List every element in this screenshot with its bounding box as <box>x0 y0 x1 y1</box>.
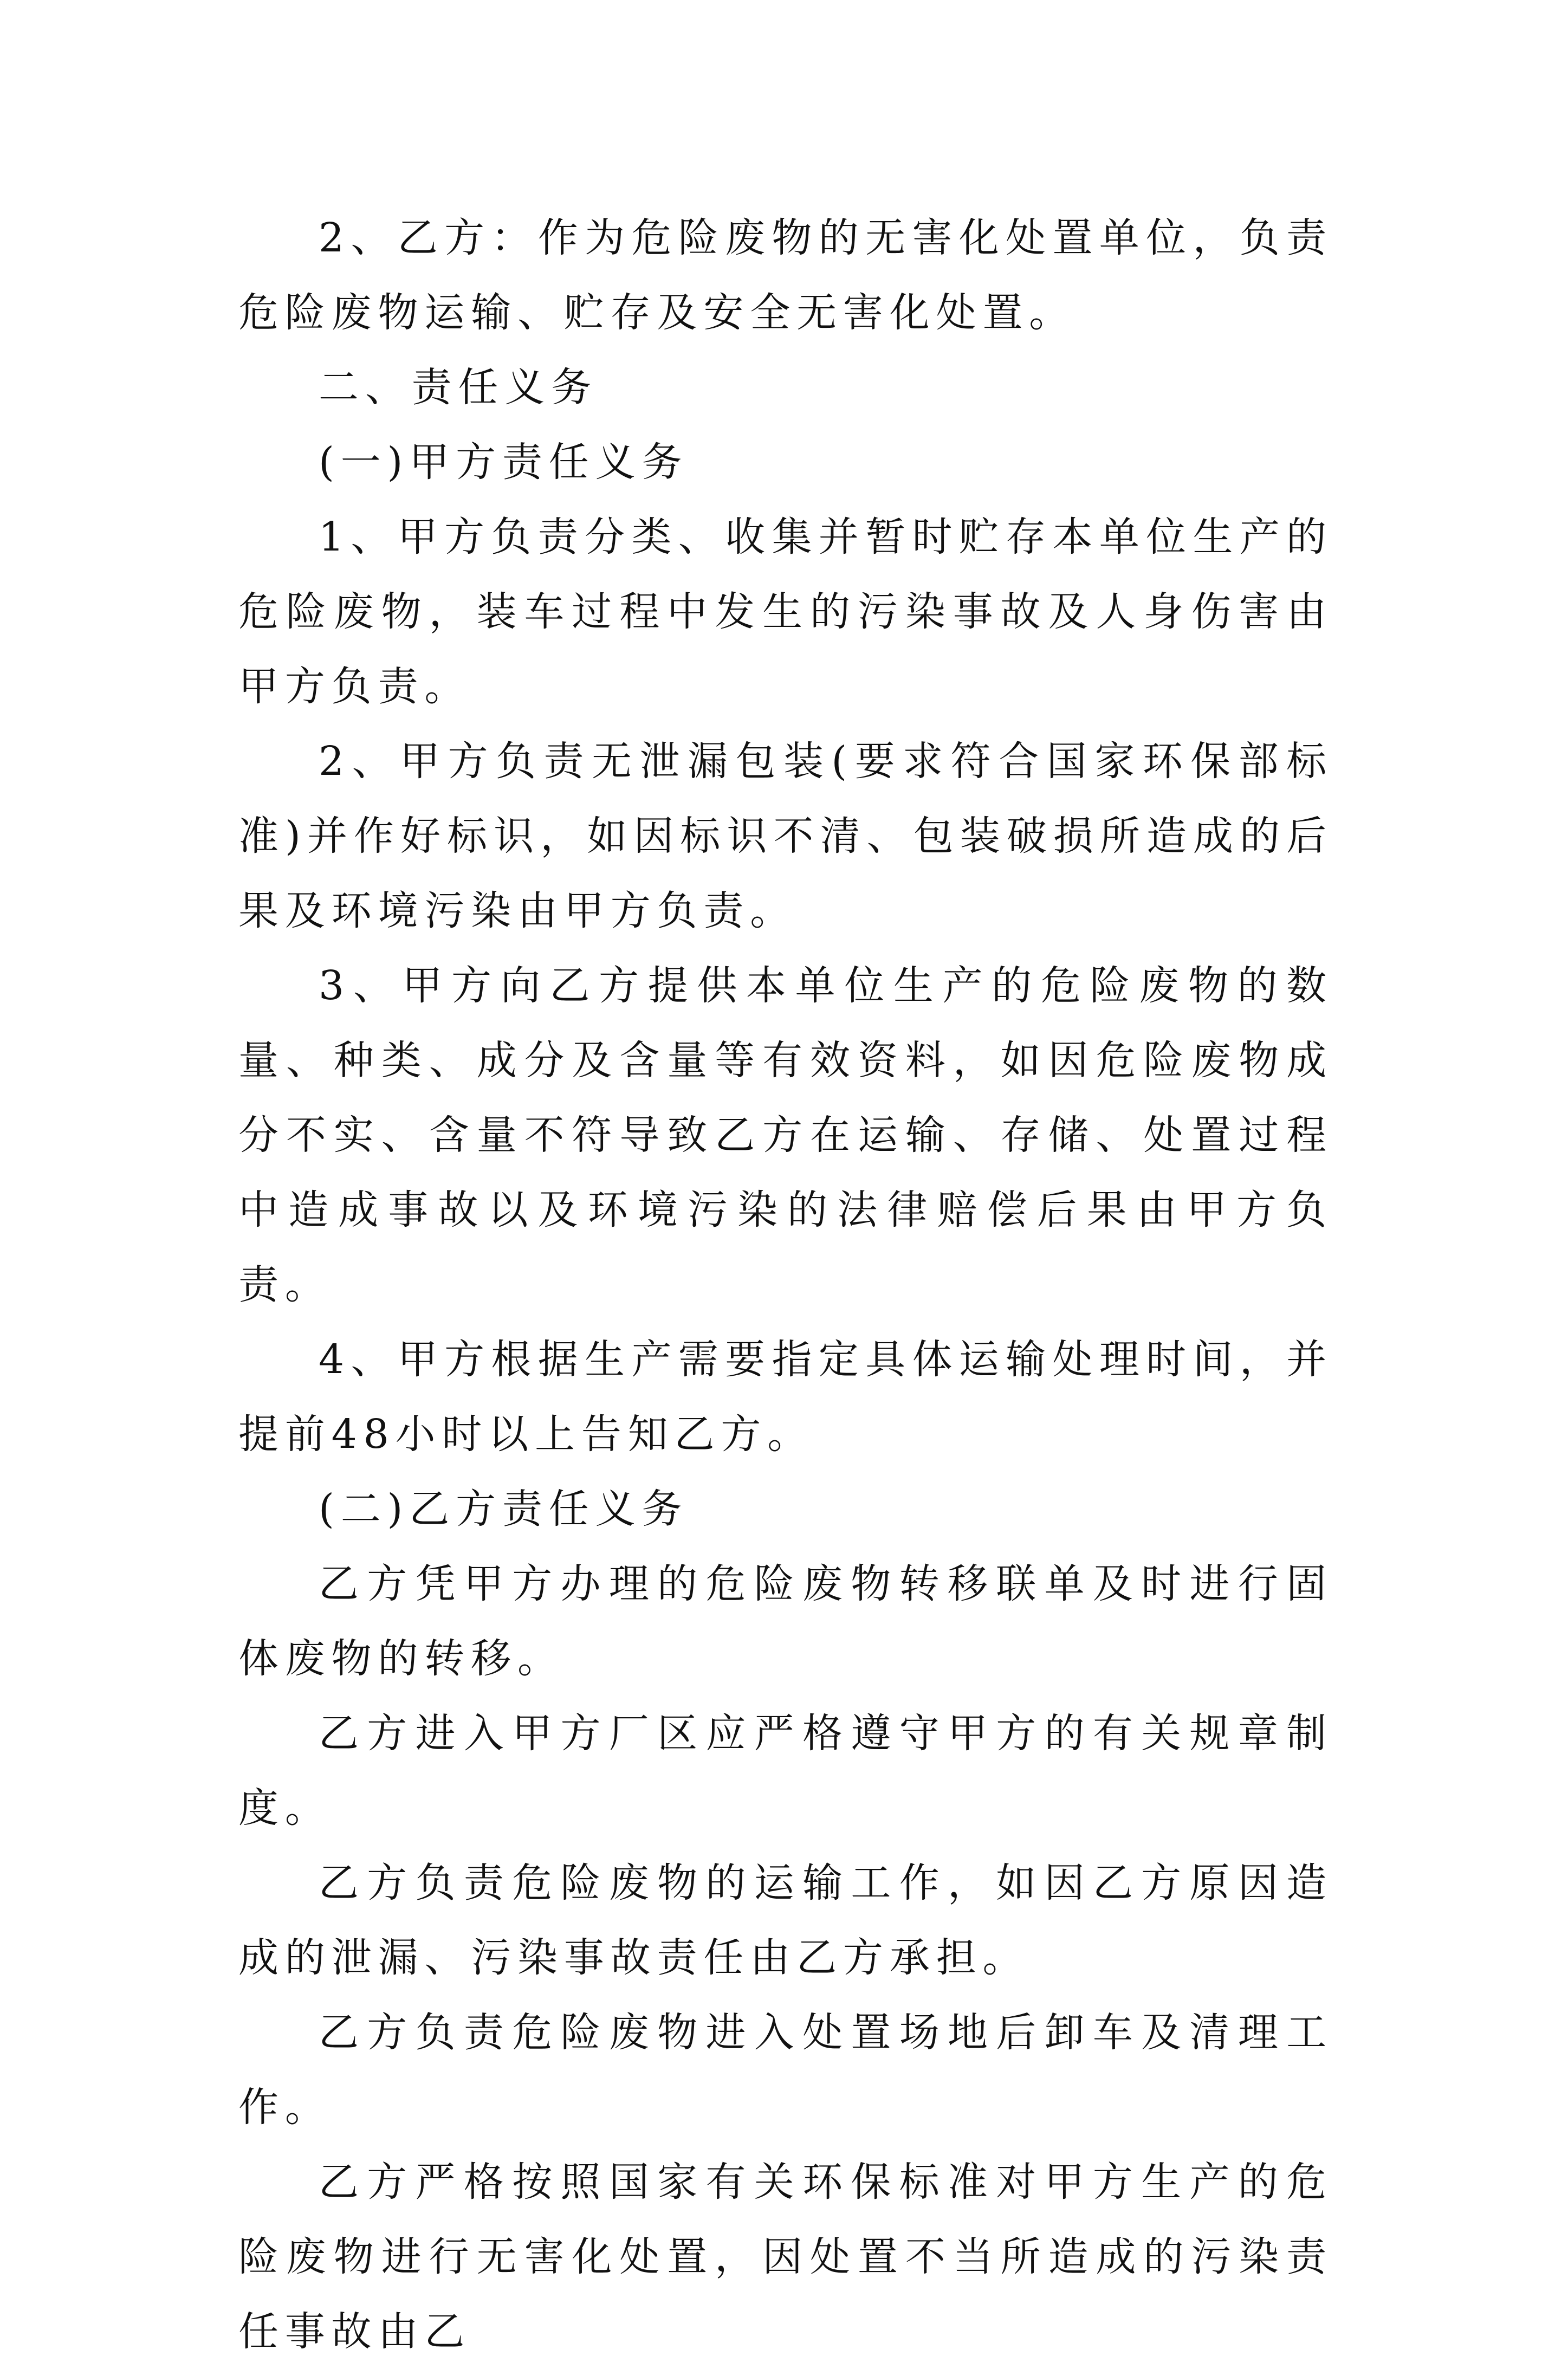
paragraph-party-b-duty-rules: 乙方进入甲方厂区应严格遵守甲方的有关规章制度。 <box>238 1710 1333 1831</box>
paragraph-party-b-duty-disposal: 乙方严格按照国家有关环保标准对甲方生产的危险废物进行无害化处置，因处置不当所造成的污染责任事故由乙 <box>238 2159 1333 2355</box>
section-heading-responsibilities: 二、责任义务 <box>319 364 598 411</box>
paragraph-party-b-duty-transport: 乙方负责危险废物的运输工作，如因乙方原因造成的泄漏、污染事故责任由乙方承担。 <box>238 1860 1333 1981</box>
document-body <box>238 200 1333 2369</box>
paragraph-party-a-duty-4: 4、甲方根据生产需要指定具体运输处理时间，并提前48小时以上告知乙方。 <box>238 1336 1333 1458</box>
subheading-party-b-duties: (二)乙方责任义务 <box>319 1486 689 1532</box>
paragraph-party-b-duty-unloading: 乙方负责危险废物进入处置场地后卸车及清理工作。 <box>238 2009 1333 2131</box>
paragraph-party-a-duty-1: 1、甲方负责分类、收集并暂时贮存本单位生产的危险废物，装车过程中发生的污染事故及人身伤害由甲方负责。 <box>238 514 1333 710</box>
paragraph-party-b-duty-transfer: 乙方凭甲方办理的危险废物转移联单及时进行固体废物的转移。 <box>238 1561 1333 1682</box>
paragraph-party-b-role: 2、乙方：作为危险废物的无害化处置单位，负责危险废物运输、贮存及安全无害化处置。 <box>238 215 1333 336</box>
paragraph-party-a-duty-3: 3、甲方向乙方提供本单位生产的危险废物的数量、种类、成分及含量等有效资料，如因危险废物成分不实、含量不符导致乙方在运输、存储、处置过程中造成事故以及环境污染的法律赔偿后果由甲方负责。 <box>238 962 1333 1308</box>
subheading-party-a-duties: (一)甲方责任义务 <box>319 439 689 486</box>
paragraph-party-a-duty-2: 2、甲方负责无泄漏包装(要求符合国家环保部标准)并作好标识，如因标识不清、包装破损所造成的后果及环境污染由甲方负责。 <box>238 738 1333 934</box>
